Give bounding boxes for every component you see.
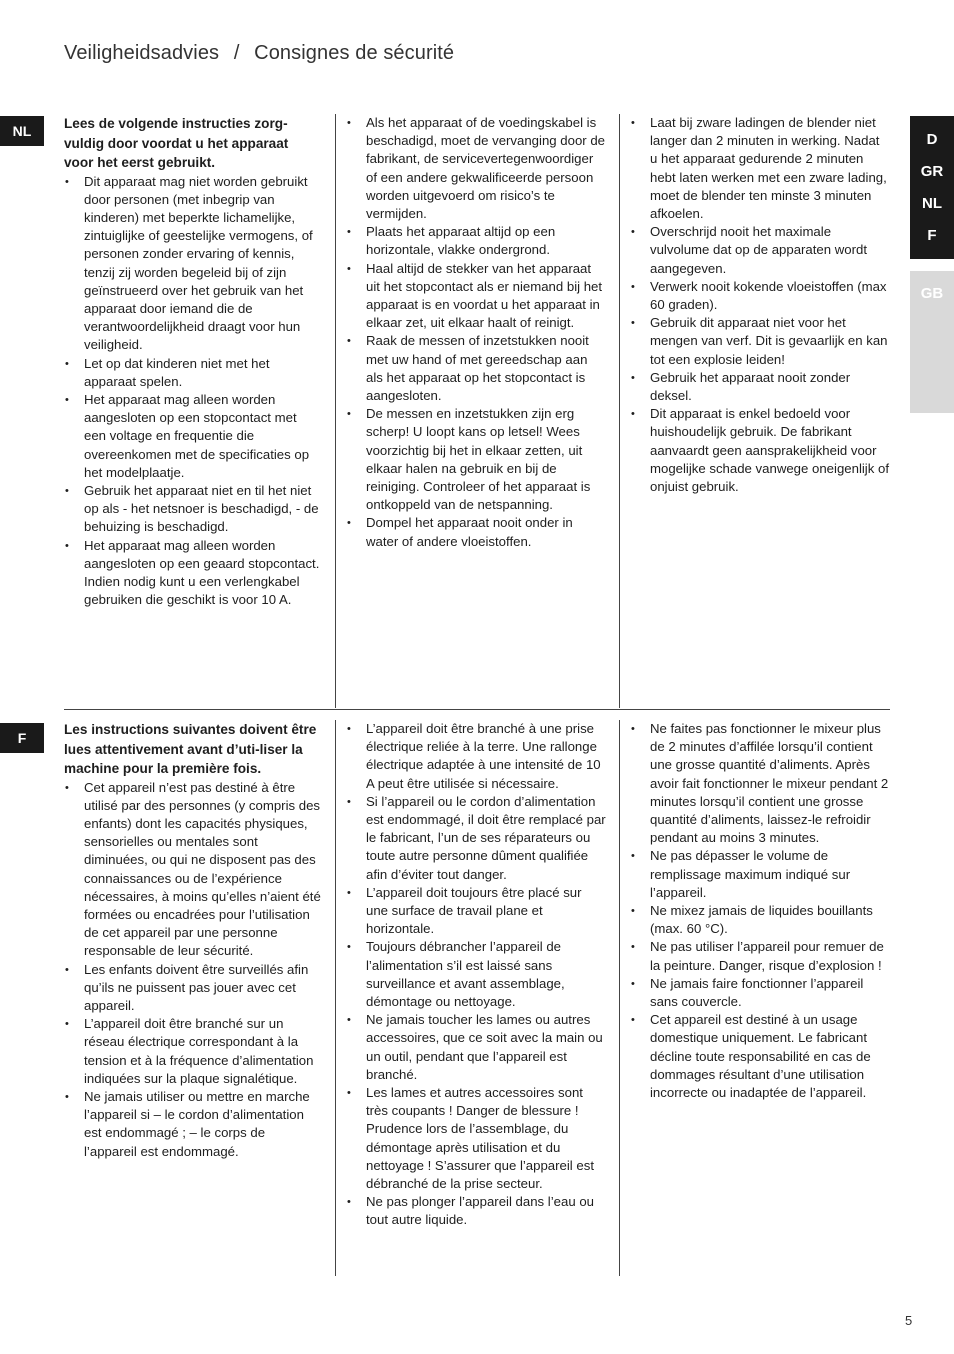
list-item: • Ne pas dépasser le volume de remplissage maximum indiqué sur l’appareil. <box>630 847 890 902</box>
list-item: • Overschrijd nooit het maximale vulvolume dat op de apparaten wordt aangegeven. <box>630 223 890 278</box>
section-nl <box>64 114 890 708</box>
list-item: • Les lames et autres accessoires sont très coupants ! Danger de blessure ! Prudence lors de l’assemblage, du démontage après utilisation et du nettoyage ! S’assurer que l’appareil est débranché de la prise secteur. <box>346 1084 607 1193</box>
f-list-1 <box>64 779 321 1161</box>
list-item: • De messen en inzetstukken zijn erg scherp! U loopt kans op letsel! Wees voorzichtig bij het in elkaar zetten, uit elkaar halen na gebruik en bij de reiniging. Controleer of het apparaat is ontkoppeld van de netspanning. <box>346 405 607 514</box>
list-item: • Ne faites pas fonctionner le mixeur plus de 2 minutes d’affilée lorsqu’il contient une grosse quantité d’aliments. Après avoir fait fonctionner le mixeur pendant 2 minutes lorsqu’il contient une grosse quantité d’aliments, laissez-le refroidir pendant au moins 3 minutes. <box>630 720 890 847</box>
section-f <box>64 720 890 1276</box>
language-tab-gb[interactable]: GB <box>910 271 954 413</box>
nl-column-3 <box>620 114 890 708</box>
nl-column-2 <box>336 114 620 708</box>
f-intro: Les instructions suivantes doivent être lues attentivement avant d’uti-liser la machine pour la première fois. <box>64 722 317 776</box>
list-item: • Dit apparaat is enkel bedoeld voor huishoudelijk gebruik. De fabrikant aanvaardt geen aansprakelijkheid voor mogelijke schade vanwege oneigenlijk of onjuist gebruik. <box>630 405 890 496</box>
list-item: • Ne jamais utiliser ou mettre en marche l’appareil si – le cordon d’alimentation est endommagé ; – le corps de l’appareil est endommagé. <box>64 1088 321 1161</box>
list-item: • Cet appareil est destiné à un usage domestique uniquement. Le fabricant décline toute responsabilité en cas de dommages résultant d’une utilisation incorrecte ou inadaptée de l’appareil. <box>630 1011 890 1102</box>
list-item: • Ne jamais faire fonctionner l’appareil sans couvercle. <box>630 975 890 1011</box>
list-item: • Het apparaat mag alleen worden aangesloten op een stopcontact met een voltage en frequentie die overeenkomen met de specificaties op het modelplaatje. <box>64 391 321 482</box>
list-item: • Gebruik dit apparaat niet voor het mengen van verf. Dit is gevaarlijk en kan tot een explosie leiden! <box>630 314 890 369</box>
list-item: • Les enfants doivent être surveillés afin qu’ils ne puissent pas jouer avec cet appareil. <box>64 961 321 1016</box>
list-item: • Gebruik het apparaat niet en til het niet op als - het netsnoer is beschadigd, - de behuizing is beschadigd. <box>64 482 321 537</box>
nl-list-2 <box>346 114 607 551</box>
list-item: • Dit apparaat mag niet worden gebruikt door personen (met inbegrip van kinderen) met beperkte lichamelijke, zintuiglijke of geestelijke vermogens, of personen zonder ervaring of kennis, tenzij zij worden begeleid bij of zijn geïnstrueerd over het gebruik van het apparaat door iemand die de verantwoordelijkheid draagt voor hun veiligheid. <box>64 173 321 355</box>
list-item: • Toujours débrancher l’appareil de l’alimentation s’il est laissé sans surveillance et avant assemblage, démontage ou nettoyage. <box>346 938 607 1011</box>
list-item: • L’appareil doit être branché sur un réseau électrique correspondant à la tension et à la fréquence d’alimentation indiquées sur la plaque signalétique. <box>64 1015 321 1088</box>
language-tab-d[interactable]: D <box>926 131 938 148</box>
language-tab-gr[interactable]: GR <box>920 163 944 180</box>
nl-list-1 <box>64 173 321 610</box>
list-item: • Laat bij zware ladingen de blender niet langer dan 2 minuten in werking. Nadat u het apparaat gedurende 2 minuten hebt laten werken met een zware lading, moet de blender ten minste 3 minuten afkoelen. <box>630 114 890 223</box>
f-list-3 <box>630 720 890 1102</box>
list-item: • Ne jamais toucher les lames ou autres accessoires, que ce soit avec la main ou un outil, pendant que l’appareil est branché. <box>346 1011 607 1084</box>
page-title <box>64 42 454 65</box>
page-title-fr: Consignes de sécurité <box>254 42 455 64</box>
f-column-1 <box>64 720 336 1276</box>
title-separator: / <box>233 42 240 64</box>
language-tab-nl[interactable]: NL <box>922 195 942 212</box>
nl-column-1 <box>64 114 336 708</box>
list-item: • Gebruik het apparaat nooit zonder deksel. <box>630 369 890 405</box>
list-item: • Plaats het apparaat altijd op een horizontale, vlakke ondergrond. <box>346 223 607 259</box>
section-divider <box>64 709 890 710</box>
list-item: • Ne pas plonger l’appareil dans l’eau ou tout autre liquide. <box>346 1193 607 1229</box>
f-column-3 <box>620 720 890 1276</box>
language-tabs <box>910 116 954 259</box>
list-item: • Ne mixez jamais de liquides bouillants (max. 60 °C). <box>630 902 890 938</box>
section-tag-nl: NL <box>0 116 44 146</box>
list-item: • Si l’appareil ou le cordon d’alimentation est endommagé, il doit être remplacé par le fabricant, l’un de ses réparateurs ou toute autre personne dûment qualifiée afin d’éviter tout danger. <box>346 793 607 884</box>
list-item: • Raak de messen of inzetstukken nooit met uw hand of met gereedschap aan als het apparaat op het stopcontact is aangesloten. <box>346 332 607 405</box>
nl-intro: Lees de volgende instructies zorg-vuldig door voordat u het apparaat voor het eerst gebruikt. <box>64 116 289 170</box>
page-title-nl: Veiligheidsadvies <box>64 42 220 64</box>
list-item: • Verwerk nooit kokende vloeistoffen (max 60 graden). <box>630 278 890 314</box>
list-item: • Als het apparaat of de voedingskabel is beschadigd, moet de vervanging door de fabrikant, de servicevertegenwoordiger of een andere gekwalificeerde persoon worden uitgevoerd om risico’s te vermijden. <box>346 114 607 223</box>
list-item: • Cet appareil n’est pas destiné à être utilisé par des personnes (y compris des enfants) dont les capacités physiques, sensorielles ou mentales sont diminuées, ou qui ne disposent pas des connaissances ou de l’expérience nécessaires, à moins qu’elles n’aient été formées ou encadrées pour l’utilisation de cet appareil par une personne responsable de leur sécurité. <box>64 779 321 961</box>
f-column-2 <box>336 720 620 1276</box>
list-item: • Ne pas utiliser l’appareil pour remuer de la peinture. Danger, risque d’explosion ! <box>630 938 890 974</box>
page-number: 5 <box>905 1313 913 1328</box>
nl-list-3 <box>630 114 890 496</box>
f-list-2 <box>346 720 607 1230</box>
list-item: • Het apparaat mag alleen worden aangesloten op een geaard stopcontact. Indien nodig kunt u een verlengkabel gebruiken die geschikt is voor 10 A. <box>64 537 321 610</box>
list-item: • L’appareil doit être branché à une prise électrique reliée à la terre. Une rallonge électrique adaptée à une intensité de 10 A peut être utilisée si nécessaire. <box>346 720 607 793</box>
list-item: • L’appareil doit toujours être placé sur une surface de travail plane et horizontale. <box>346 884 607 939</box>
list-item: • Let op dat kinderen niet met het apparaat spelen. <box>64 355 321 391</box>
language-tab-f[interactable]: F <box>927 227 937 244</box>
list-item: • Haal altijd de stekker van het apparaat uit het stopcontact als er niemand bij het apparaat is en voordat u het apparaat in elkaar zet, uit elkaar haalt of reinigt. <box>346 260 607 333</box>
section-tag-f: F <box>0 723 44 753</box>
list-item: • Dompel het apparaat nooit onder in water of andere vloeistoffen. <box>346 514 607 550</box>
